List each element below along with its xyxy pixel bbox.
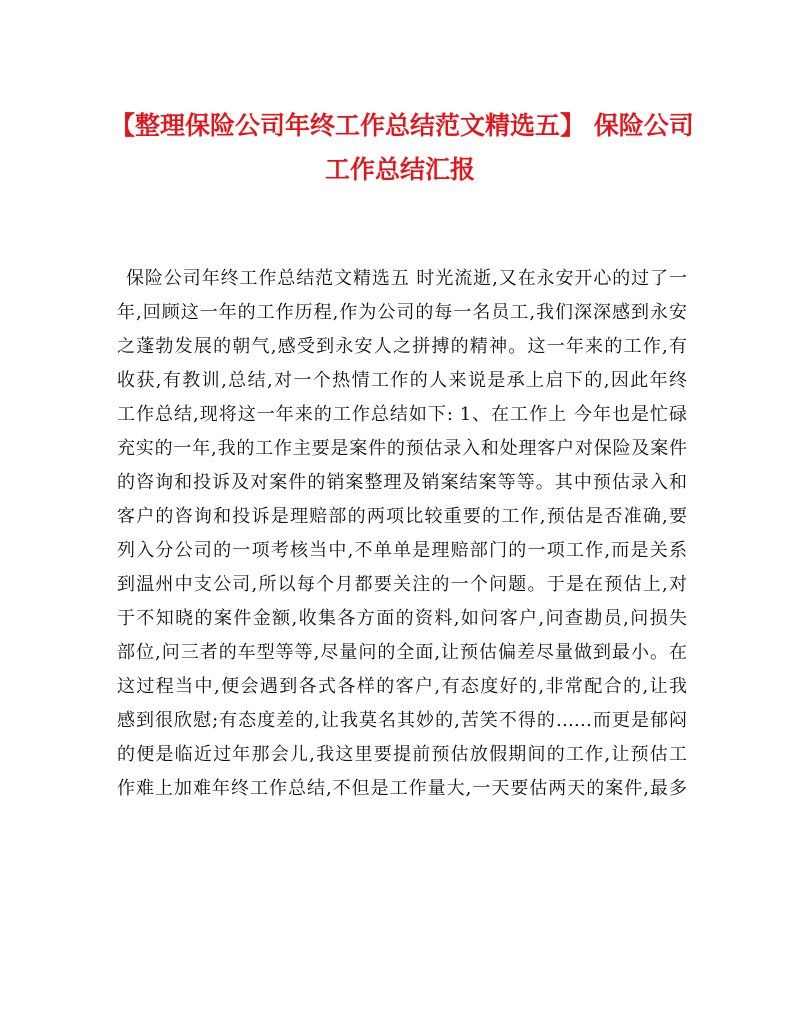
body-line: 列入分公司的一项考核当中,不单单是理赔部门的一项工作,而是关系 — [117, 540, 687, 561]
body-line: 充实的一年,我的工作主要是案件的预估录入和处理客户对保险及案件 — [117, 438, 687, 459]
body-line: 工作总结,现将这一年来的工作总结如下: 1、在工作上 今年也是忙碌 — [117, 404, 687, 425]
body-line: 保险公司年终工作总结范文精选五 时光流逝,又在永安开心的过了一 — [126, 268, 687, 289]
document-title — [110, 104, 694, 192]
body-line: 年,回顾这一年的工作历程,作为公司的每一名员工,我们深深感到永安 — [117, 302, 687, 323]
body-line: 这过程当中,便会遇到各式各样的客户,有态度好的,非常配合的,让我 — [117, 676, 687, 697]
body-line: 客户的咨询和投诉是理赔部的两项比较重要的工作,预估是否准确,要 — [117, 506, 687, 527]
body-line: 之蓬勃发展的朝气,感受到永安人之拼搏的精神。这一年来的工作,有 — [117, 336, 687, 357]
body-paragraph — [117, 262, 687, 806]
body-line: 的便是临近过年那会儿,我这里要提前预估放假期间的工作,让预估工 — [117, 744, 687, 765]
body-line: 的咨询和投诉及对案件的销案整理及销案结案等等。其中预估录入和 — [117, 472, 687, 493]
body-line: 部位,问三者的车型等等,尽量问的全面,让预估偏差尽量做到最小。在 — [117, 642, 687, 663]
title-line-1: 【整理保险公司年终工作总结范文精选五】 保险公司 — [110, 111, 694, 140]
body-line: 作难上加难年终工作总结,不但是工作量大,一天要估两天的案件,最多 — [117, 778, 687, 799]
title-line-2: 工作总结汇报 — [324, 155, 475, 184]
body-line: 收获,有教训,总结,对一个热情工作的人来说是承上启下的,因此年终 — [117, 370, 687, 391]
body-line: 感到很欣慰;有态度差的,让我莫名其妙的,苦笑不得的……而更是郁闷 — [117, 710, 687, 731]
body-line: 于不知晓的案件金额,收集各方面的资料,如问客户,问查勘员,问损失 — [117, 608, 687, 629]
body-line: 到温州中支公司,所以每个月都要关注的一个问题。于是在预估上,对 — [117, 574, 687, 595]
